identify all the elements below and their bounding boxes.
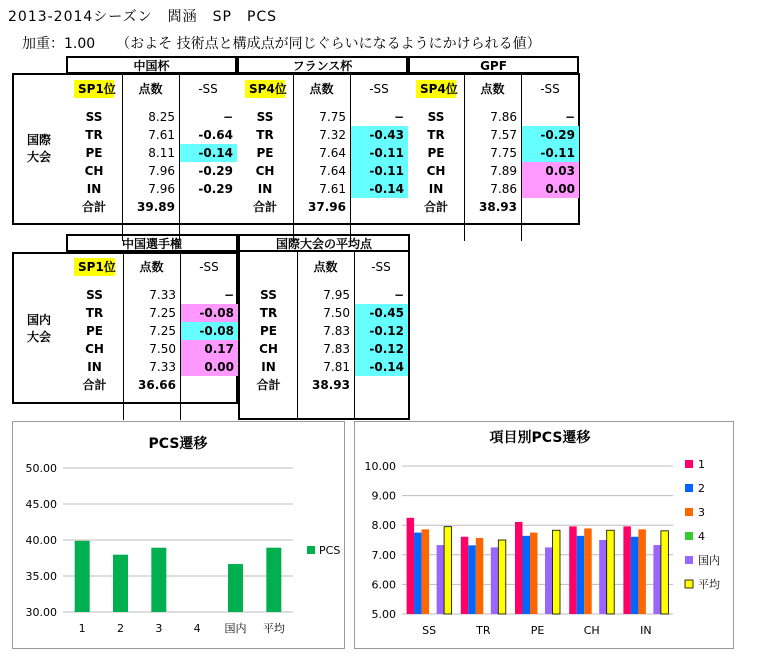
legend-label: 平均 bbox=[698, 578, 720, 591]
bar-series-平均 bbox=[444, 527, 452, 614]
bar-series-1 bbox=[515, 522, 523, 614]
total-label: 合計 bbox=[82, 378, 107, 392]
x-tick-label: CH bbox=[583, 624, 600, 637]
row-item-label: CH bbox=[85, 342, 104, 356]
row-score: 7.57 bbox=[490, 128, 517, 142]
row-ss-diff: − bbox=[393, 110, 404, 124]
row-ss-diff: -0.12 bbox=[354, 340, 408, 358]
score-header: 点数 bbox=[313, 260, 338, 274]
bar-series-2 bbox=[468, 545, 476, 614]
row-item-label: PE bbox=[427, 146, 445, 160]
row-ss-diff: -0.12 bbox=[354, 322, 408, 340]
total-label: 合計 bbox=[252, 200, 277, 214]
x-tick-label: 4 bbox=[193, 622, 201, 635]
total-score: 37.96 bbox=[308, 200, 346, 214]
domestic-group-0 bbox=[66, 234, 238, 420]
legend-swatch bbox=[685, 460, 693, 468]
row-score: 7.64 bbox=[319, 164, 346, 178]
legend-swatch bbox=[685, 484, 693, 492]
intl-group-title: GPF bbox=[408, 56, 579, 74]
row-item-label: CH bbox=[426, 164, 446, 178]
row-ss-diff: -0.14 bbox=[350, 180, 408, 198]
row-ss-diff: -0.64 bbox=[198, 128, 233, 142]
bar-PCS bbox=[266, 548, 281, 612]
bar-series-平均 bbox=[661, 531, 669, 614]
row-ss-diff: − bbox=[564, 110, 575, 124]
column-divider bbox=[123, 252, 124, 420]
row-ss-diff: -0.29 bbox=[198, 182, 233, 196]
row-item-label: SS bbox=[427, 110, 445, 124]
bar-series-1 bbox=[407, 518, 415, 614]
legend-label: 国内 bbox=[698, 554, 720, 567]
row-item-label: SS bbox=[86, 288, 103, 302]
bar-PCS bbox=[113, 555, 128, 612]
row-score: 7.50 bbox=[323, 306, 350, 320]
row-item-label: SS bbox=[85, 110, 103, 124]
row-ss-diff: -0.14 bbox=[179, 144, 237, 162]
y-tick-label: 6.00 bbox=[371, 578, 396, 592]
y-tick-label: 7.00 bbox=[371, 548, 396, 562]
total-score: 39.89 bbox=[137, 200, 175, 214]
row-item-label: PE bbox=[86, 324, 103, 338]
bar-series-1 bbox=[623, 526, 631, 614]
column-divider bbox=[122, 74, 123, 241]
row-ss-diff: -0.45 bbox=[354, 304, 408, 322]
intl-group-title: フランス杯 bbox=[237, 56, 408, 74]
pcs-chart-panel bbox=[12, 421, 345, 649]
bar-series-国内 bbox=[491, 547, 499, 614]
row-ss-diff: 0.00 bbox=[180, 358, 238, 376]
bar-PCS bbox=[228, 564, 243, 612]
row-score: 7.83 bbox=[323, 342, 350, 356]
y-tick-label: 50.00 bbox=[25, 462, 57, 475]
row-ss-diff: -0.14 bbox=[354, 358, 408, 376]
total-label: 合計 bbox=[81, 200, 106, 214]
row-score: 7.32 bbox=[319, 128, 346, 142]
chart-title: PCS遷移 bbox=[148, 436, 208, 452]
row-score: 7.25 bbox=[149, 324, 176, 338]
column-divider bbox=[350, 74, 351, 241]
bar-series-2 bbox=[631, 537, 639, 614]
bar-series-国内 bbox=[653, 545, 661, 614]
row-score: 7.81 bbox=[323, 360, 350, 374]
column-divider bbox=[179, 74, 180, 241]
total-score: 38.93 bbox=[312, 378, 350, 392]
row-item-label: TR bbox=[256, 128, 274, 142]
legend-swatch bbox=[307, 546, 315, 554]
bar-series-3 bbox=[530, 533, 538, 614]
row-ss-diff: -0.08 bbox=[180, 304, 238, 322]
row-ss-diff: 0.03 bbox=[521, 162, 579, 180]
row-score: 7.64 bbox=[319, 146, 346, 160]
domestic-side-label bbox=[14, 312, 64, 346]
row-score: 7.96 bbox=[148, 182, 175, 196]
bar-series-3 bbox=[476, 538, 484, 614]
bar-series-3 bbox=[584, 528, 592, 614]
rank-badge: SP1位 bbox=[74, 80, 114, 98]
bar-series-3 bbox=[638, 529, 646, 614]
row-score: 8.11 bbox=[148, 146, 175, 160]
total-label: 合計 bbox=[256, 378, 281, 392]
y-tick-label: 40.00 bbox=[25, 534, 57, 547]
item-pcs-chart bbox=[355, 422, 733, 648]
intl-side-label bbox=[14, 132, 64, 166]
column-divider bbox=[521, 74, 522, 241]
bar-series-国内 bbox=[437, 545, 445, 614]
bar-series-1 bbox=[461, 537, 469, 614]
row-ss-diff: -0.11 bbox=[350, 162, 408, 180]
rank-badge: SP1位 bbox=[74, 258, 115, 276]
bar-PCS bbox=[151, 548, 166, 612]
row-ss-diff: -0.29 bbox=[198, 164, 233, 178]
row-score: 7.33 bbox=[149, 360, 176, 374]
ss-diff-header: -SS bbox=[371, 260, 391, 274]
legend-label: 2 bbox=[698, 482, 705, 495]
row-item-label: TR bbox=[85, 128, 103, 142]
row-score: 7.96 bbox=[148, 164, 175, 178]
y-tick-label: 30.00 bbox=[25, 606, 57, 619]
rank-badge: SP4位 bbox=[245, 80, 285, 98]
x-tick-label: SS bbox=[422, 624, 437, 637]
row-ss-diff: − bbox=[223, 288, 234, 302]
row-ss-diff: -0.43 bbox=[350, 126, 408, 144]
legend-swatch bbox=[685, 556, 693, 564]
bar-series-2 bbox=[414, 533, 422, 614]
x-tick-label: 2 bbox=[117, 622, 124, 635]
bar-series-平均 bbox=[607, 530, 615, 614]
row-item-label: TR bbox=[427, 128, 445, 142]
column-divider bbox=[354, 252, 355, 420]
total-label: 合計 bbox=[423, 200, 448, 214]
x-tick-label: 平均 bbox=[262, 622, 285, 635]
score-header: 点数 bbox=[138, 82, 163, 96]
row-item-label: IN bbox=[86, 182, 102, 196]
row-item-label: TR bbox=[85, 306, 104, 320]
row-ss-diff: -0.11 bbox=[521, 144, 579, 162]
ss-diff-header: -SS bbox=[540, 82, 560, 96]
bar-series-2 bbox=[577, 536, 585, 614]
item-pcs-chart-panel bbox=[354, 421, 734, 649]
page-title: 2013-2014シーズン 閻涵 SP PCS bbox=[8, 9, 278, 25]
y-tick-label: 35.00 bbox=[25, 570, 57, 583]
x-tick-label: PE bbox=[530, 624, 545, 637]
row-ss-diff: -0.08 bbox=[180, 322, 238, 340]
x-tick-label: TR bbox=[476, 624, 491, 637]
bar-series-3 bbox=[422, 529, 430, 614]
row-item-label: CH bbox=[255, 164, 275, 178]
x-tick-label: IN bbox=[640, 624, 652, 637]
row-score: 7.75 bbox=[319, 110, 346, 124]
row-item-label: CH bbox=[259, 342, 278, 356]
x-tick-label: 3 bbox=[155, 622, 163, 635]
intl-group-1 bbox=[237, 56, 408, 241]
bar-series-国内 bbox=[599, 540, 607, 614]
row-score: 7.83 bbox=[323, 324, 350, 338]
ss-diff-header: -SS bbox=[369, 82, 389, 96]
row-item-label: SS bbox=[256, 110, 274, 124]
row-item-label: PE bbox=[260, 324, 277, 338]
row-item-label: SS bbox=[260, 288, 277, 302]
row-ss-diff: -0.11 bbox=[350, 144, 408, 162]
column-divider bbox=[293, 74, 294, 241]
row-item-label: IN bbox=[87, 360, 102, 374]
total-score: 38.93 bbox=[479, 200, 517, 214]
bar-series-国内 bbox=[545, 547, 553, 614]
total-score: 36.66 bbox=[138, 378, 176, 392]
domestic-group-title: 中国選手権 bbox=[66, 234, 238, 252]
row-score: 7.33 bbox=[149, 288, 176, 302]
domestic-group-title: 国際大会の平均点 bbox=[238, 234, 410, 252]
ss-diff-header: -SS bbox=[199, 260, 219, 274]
page-subtitle: 加重：1.00 （およそ 技術点と構成点が同じぐらいになるようにかけられる値） bbox=[22, 36, 541, 52]
row-ss-diff: 0.17 bbox=[180, 340, 238, 358]
intl-group-2 bbox=[408, 56, 579, 241]
row-score: 7.89 bbox=[490, 164, 517, 178]
row-item-label: PE bbox=[256, 146, 274, 160]
legend-label: 3 bbox=[698, 506, 705, 519]
bar-PCS bbox=[75, 541, 90, 612]
ss-diff-header: -SS bbox=[198, 82, 218, 96]
column-divider bbox=[180, 252, 181, 420]
domestic-side-label-line2: 大会 bbox=[26, 330, 51, 344]
legend-label: 1 bbox=[698, 458, 705, 471]
row-ss-diff: 0.00 bbox=[521, 180, 579, 198]
rank-badge: SP4位 bbox=[416, 80, 456, 98]
row-score: 7.86 bbox=[490, 182, 517, 196]
bar-series-平均 bbox=[498, 540, 506, 614]
row-item-label: IN bbox=[257, 182, 273, 196]
score-header: 点数 bbox=[309, 82, 334, 96]
intl-side-label-line1: 国際 bbox=[26, 133, 51, 147]
row-score: 7.25 bbox=[149, 306, 176, 320]
y-tick-label: 5.00 bbox=[371, 608, 396, 621]
row-score: 7.50 bbox=[149, 342, 176, 356]
row-score: 7.61 bbox=[148, 128, 175, 142]
domestic-group-1 bbox=[238, 234, 410, 420]
column-divider bbox=[464, 74, 465, 241]
row-item-label: PE bbox=[85, 146, 103, 160]
x-tick-label: 国内 bbox=[224, 622, 247, 635]
row-ss-diff: − bbox=[393, 288, 404, 302]
pcs-chart bbox=[13, 422, 344, 648]
legend-swatch bbox=[685, 508, 693, 516]
legend-label: PCS bbox=[319, 544, 341, 557]
intl-side-label-line2: 大会 bbox=[26, 150, 51, 164]
legend-swatch bbox=[685, 532, 693, 540]
row-ss-diff: − bbox=[222, 110, 233, 124]
y-tick-label: 8.00 bbox=[371, 519, 396, 533]
row-item-label: IN bbox=[428, 182, 444, 196]
row-item-label: IN bbox=[261, 360, 276, 374]
legend-swatch bbox=[685, 580, 693, 588]
bar-series-1 bbox=[569, 526, 577, 614]
column-divider bbox=[297, 252, 298, 420]
row-score: 7.86 bbox=[490, 110, 517, 124]
row-item-label: TR bbox=[259, 306, 278, 320]
intl-group-0 bbox=[66, 56, 237, 241]
intl-group-title: 中国杯 bbox=[66, 56, 237, 74]
y-tick-label: 45.00 bbox=[25, 498, 57, 511]
y-tick-label: 9.00 bbox=[371, 489, 396, 503]
chart-title: 項目別PCS遷移 bbox=[489, 430, 591, 446]
row-score: 7.95 bbox=[323, 288, 350, 302]
legend-label: 4 bbox=[698, 530, 705, 543]
row-item-label: CH bbox=[84, 164, 104, 178]
row-score: 8.25 bbox=[148, 110, 175, 124]
bar-series-2 bbox=[523, 536, 531, 614]
row-score: 7.61 bbox=[319, 182, 346, 196]
bar-series-平均 bbox=[553, 530, 561, 614]
score-header: 点数 bbox=[480, 82, 505, 96]
x-tick-label: 1 bbox=[78, 622, 86, 635]
domestic-side-label-line1: 国内 bbox=[26, 313, 51, 327]
y-tick-label: 10.00 bbox=[364, 460, 396, 473]
row-score: 7.75 bbox=[490, 146, 517, 160]
score-header: 点数 bbox=[139, 260, 164, 274]
row-ss-diff: -0.29 bbox=[521, 126, 579, 144]
